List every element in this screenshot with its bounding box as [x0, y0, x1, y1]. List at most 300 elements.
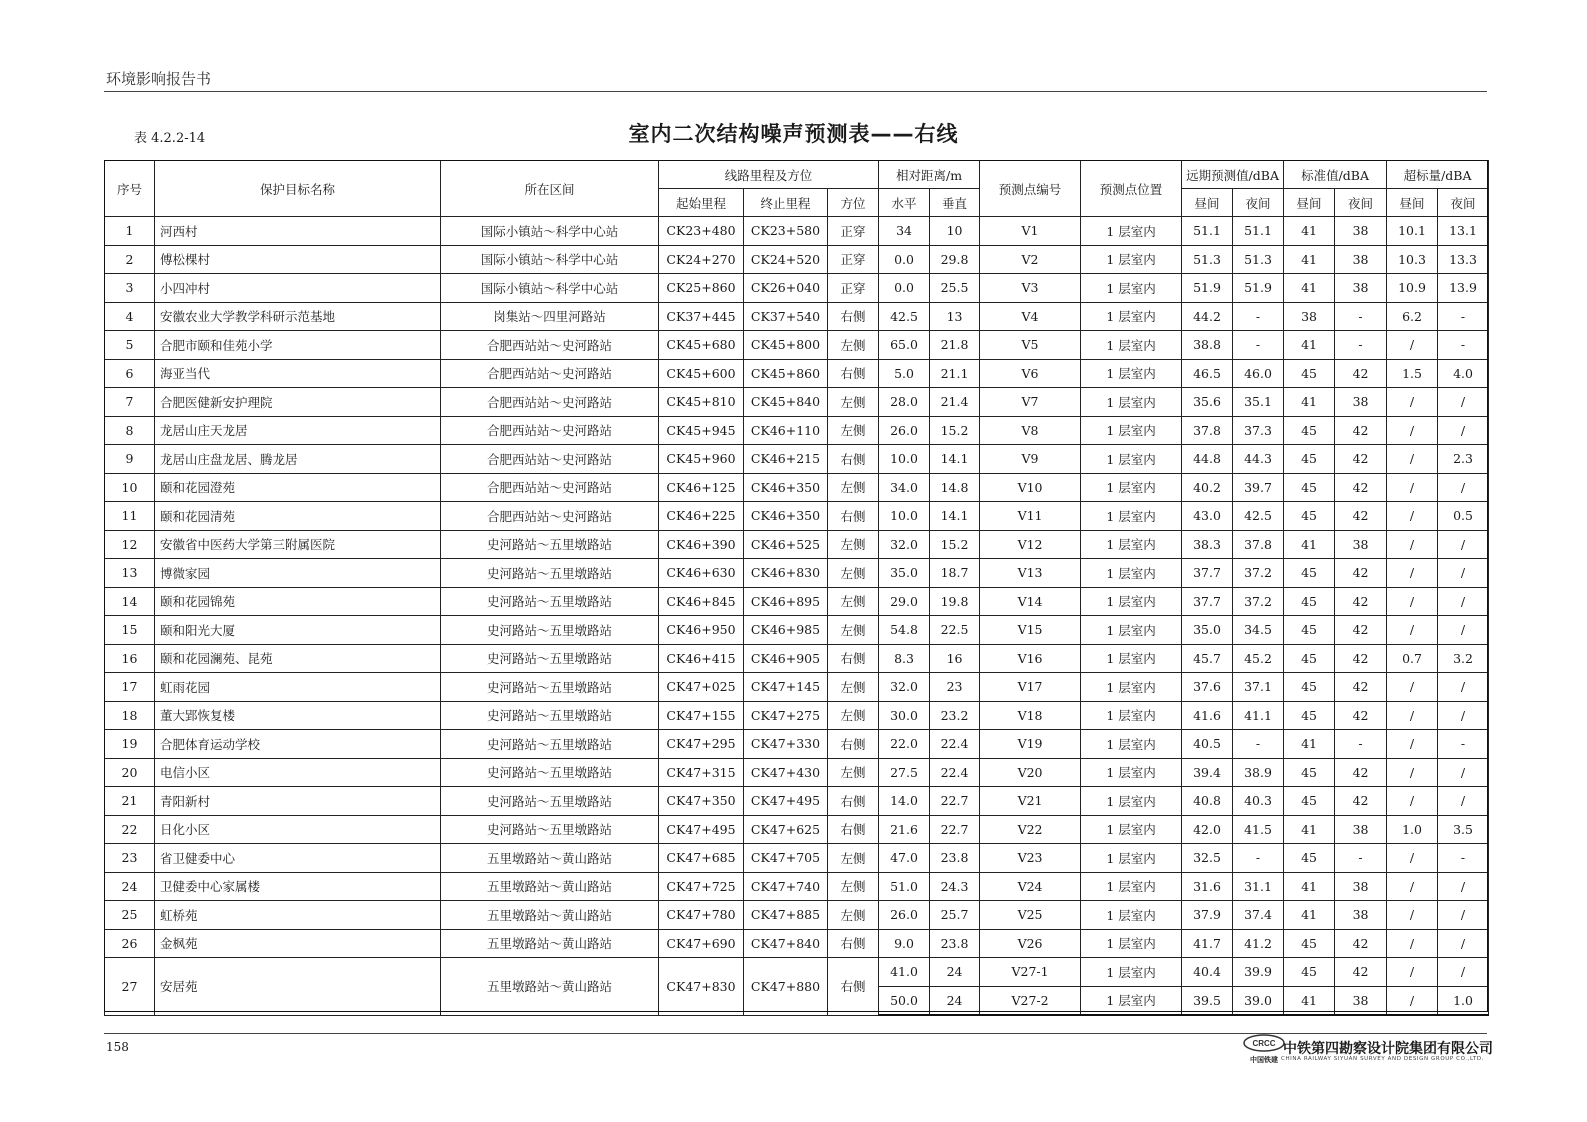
cell-section: 史河路站～五里墩路站: [441, 758, 659, 787]
cell-point-id: V24: [980, 872, 1081, 901]
cell-forecast-night: -: [1233, 844, 1284, 873]
cell-forecast-night: 37.2: [1233, 559, 1284, 588]
cell-end: CK46+110: [744, 416, 828, 445]
cell-forecast-night: 39.0: [1233, 986, 1284, 1015]
cell-standard-night: 42: [1335, 701, 1387, 730]
cell-horizontal: 34.0: [879, 473, 930, 502]
cell-standard-day: 45: [1284, 616, 1335, 645]
cell-name: 小四冲村: [155, 274, 441, 303]
cell-section: 史河路站～五里墩路站: [441, 730, 659, 759]
cell-exceed-night: 2.3: [1438, 445, 1489, 474]
cell-point-id: V3: [980, 274, 1081, 303]
cell-forecast-night: 39.7: [1233, 473, 1284, 502]
cell-end: CK23+580: [744, 217, 828, 246]
cell-section: 史河路站～五里墩路站: [441, 530, 659, 559]
table-row: [105, 530, 1489, 559]
cell-forecast-night: 37.4: [1233, 901, 1284, 930]
cell-forecast-night: 37.3: [1233, 416, 1284, 445]
cell-point-id: V12: [980, 530, 1081, 559]
cell-name: 龙居山庄天龙居: [155, 416, 441, 445]
cell-forecast-day: 37.8: [1182, 416, 1233, 445]
table-row: [105, 844, 1489, 873]
cell-seq: 15: [105, 616, 155, 645]
cell-forecast-night: 51.1: [1233, 217, 1284, 246]
cell-start: CK47+315: [659, 758, 744, 787]
cell-seq: 23: [105, 844, 155, 873]
cell-start: CK46+390: [659, 530, 744, 559]
cell-point-pos: 1 层室内: [1081, 302, 1182, 331]
cell-forecast-night: 37.8: [1233, 530, 1284, 559]
cell-section: 合肥西站站～史河路站: [441, 416, 659, 445]
cell-exceed-day: /: [1387, 587, 1438, 616]
cell-start: CK46+630: [659, 559, 744, 588]
cell-point-pos: 1 层室内: [1081, 901, 1182, 930]
cell-orientation: 右侧: [828, 815, 879, 844]
cell-point-id: V16: [980, 644, 1081, 673]
cell-name: 青阳新村: [155, 787, 441, 816]
cell-forecast-day: 41.7: [1182, 929, 1233, 958]
cell-point-id: V18: [980, 701, 1081, 730]
col-horizontal: 水平: [879, 189, 930, 217]
cell-forecast-day: 37.7: [1182, 587, 1233, 616]
col-exceed-group: 超标量/dBA: [1387, 161, 1489, 189]
cell-vertical: 21.1: [930, 359, 980, 388]
cell-horizontal: 0.0: [879, 274, 930, 303]
cell-name: 龙居山庄盘龙居、腾龙居: [155, 445, 441, 474]
cell-end: CK46+830: [744, 559, 828, 588]
cell-seq: 3: [105, 274, 155, 303]
cell-vertical: 21.4: [930, 388, 980, 417]
cell-standard-night: -: [1335, 331, 1387, 360]
company-name: 中铁第四勘察设计院集团有限公司: [1283, 1041, 1493, 1057]
cell-forecast-day: 51.9: [1182, 274, 1233, 303]
cell-standard-night: 42: [1335, 673, 1387, 702]
cell-forecast-day: 37.7: [1182, 559, 1233, 588]
table-row: [105, 758, 1489, 787]
cell-section: 史河路站～五里墩路站: [441, 587, 659, 616]
cell-exceed-day: /: [1387, 872, 1438, 901]
cell-vertical: 15.2: [930, 530, 980, 559]
cell-forecast-day: 42.0: [1182, 815, 1233, 844]
cell-start: CK46+415: [659, 644, 744, 673]
cell-exceed-night: -: [1438, 730, 1489, 759]
cell-exceed-day: /: [1387, 416, 1438, 445]
cell-section: 合肥西站站～史河路站: [441, 359, 659, 388]
table-row: [105, 787, 1489, 816]
cell-forecast-day: 40.8: [1182, 787, 1233, 816]
company-name-en: CHINA RAILWAY SIYUAN SURVEY AND DESIGN GROUP CO.,LTD.: [1281, 1056, 1485, 1062]
col-forecast-day: 昼间: [1182, 189, 1233, 217]
cell-seq: 26: [105, 929, 155, 958]
cell-standard-night: 38: [1335, 245, 1387, 274]
cell-point-pos: 1 层室内: [1081, 787, 1182, 816]
cell-vertical: 23.8: [930, 844, 980, 873]
cell-section: 五里墩路站～黄山路站: [441, 872, 659, 901]
cell-exceed-day: 0.7: [1387, 644, 1438, 673]
cell-horizontal: 28.0: [879, 388, 930, 417]
cell-name: 海亚当代: [155, 359, 441, 388]
cell-orientation: 正穿: [828, 274, 879, 303]
cell-exceed-day: /: [1387, 787, 1438, 816]
cell-orientation: 右侧: [828, 502, 879, 531]
cell-point-id: V1: [980, 217, 1081, 246]
col-target: 保护目标名称: [155, 161, 441, 217]
cell-point-pos: 1 层室内: [1081, 616, 1182, 645]
cell-standard-night: 38: [1335, 901, 1387, 930]
cell-point-pos: 1 层室内: [1081, 359, 1182, 388]
cell-standard-night: 42: [1335, 787, 1387, 816]
cell-vertical: 19.8: [930, 587, 980, 616]
cell-exceed-night: /: [1438, 473, 1489, 502]
cell-end: CK46+985: [744, 616, 828, 645]
cell-end: CK24+520: [744, 245, 828, 274]
cell-exceed-day: /: [1387, 958, 1438, 987]
cell-seq: 8: [105, 416, 155, 445]
header-divider: [104, 91, 1487, 92]
cell-section: 合肥西站站～史河路站: [441, 502, 659, 531]
cell-point-pos: 1 层室内: [1081, 559, 1182, 588]
cell-standard-day: 41: [1284, 730, 1335, 759]
cell-point-id: V5: [980, 331, 1081, 360]
table-row: [105, 502, 1489, 531]
cell-standard-day: 41: [1284, 245, 1335, 274]
cell-point-pos: 1 层室内: [1081, 416, 1182, 445]
cell-section: 合肥西站站～史河路站: [441, 331, 659, 360]
table-body: [105, 217, 1489, 1016]
cell-name: 安居苑: [155, 958, 441, 1016]
cell-name: 安徽省中医药大学第三附属医院: [155, 530, 441, 559]
cell-standard-night: 42: [1335, 445, 1387, 474]
cell-exceed-night: /: [1438, 559, 1489, 588]
cell-vertical: 23: [930, 673, 980, 702]
cell-seq: 22: [105, 815, 155, 844]
cell-point-pos: 1 层室内: [1081, 986, 1182, 1015]
cell-forecast-day: 43.0: [1182, 502, 1233, 531]
logo-subtitle: 中国铁建: [1250, 1056, 1278, 1064]
cell-forecast-day: 37.6: [1182, 673, 1233, 702]
cell-seq: 17: [105, 673, 155, 702]
cell-orientation: 左侧: [828, 331, 879, 360]
cell-horizontal: 54.8: [879, 616, 930, 645]
cell-point-id: V17: [980, 673, 1081, 702]
cell-start: CK23+480: [659, 217, 744, 246]
cell-start: CK45+960: [659, 445, 744, 474]
table-row: [105, 359, 1489, 388]
cell-section: 岗集站～四里河路站: [441, 302, 659, 331]
cell-seq: 9: [105, 445, 155, 474]
cell-standard-day: 45: [1284, 587, 1335, 616]
table-row: [105, 673, 1489, 702]
cell-exceed-day: /: [1387, 673, 1438, 702]
cell-forecast-day: 44.2: [1182, 302, 1233, 331]
table-title: 室内二次结构噪声预测表——右线: [628, 122, 959, 146]
cell-horizontal: 27.5: [879, 758, 930, 787]
cell-end: CK46+215: [744, 445, 828, 474]
col-point-pos: 预测点位置: [1081, 161, 1182, 217]
cell-point-pos: 1 层室内: [1081, 445, 1182, 474]
col-standard-night: 夜间: [1335, 189, 1387, 217]
col-exceed-night: 夜间: [1438, 189, 1489, 217]
cell-forecast-day: 41.6: [1182, 701, 1233, 730]
col-orientation: 方位: [828, 189, 879, 217]
cell-vertical: 14.1: [930, 445, 980, 474]
cell-horizontal: 41.0: [879, 958, 930, 987]
cell-name: 博微家园: [155, 559, 441, 588]
cell-standard-night: 42: [1335, 502, 1387, 531]
cell-start: CK25+860: [659, 274, 744, 303]
cell-forecast-night: -: [1233, 331, 1284, 360]
cell-standard-day: 45: [1284, 502, 1335, 531]
cell-horizontal: 29.0: [879, 587, 930, 616]
cell-section: 国际小镇站～科学中心站: [441, 245, 659, 274]
cell-standard-day: 41: [1284, 872, 1335, 901]
cell-point-id: V27-2: [980, 986, 1081, 1015]
cell-vertical: 29.8: [930, 245, 980, 274]
cell-horizontal: 30.0: [879, 701, 930, 730]
cell-forecast-day: 40.2: [1182, 473, 1233, 502]
cell-exceed-day: 10.1: [1387, 217, 1438, 246]
cell-horizontal: 35.0: [879, 559, 930, 588]
cell-forecast-day: 45.7: [1182, 644, 1233, 673]
cell-vertical: 22.4: [930, 730, 980, 759]
cell-point-id: V25: [980, 901, 1081, 930]
cell-standard-night: 38: [1335, 872, 1387, 901]
cell-horizontal: 0.0: [879, 245, 930, 274]
cell-forecast-day: 51.3: [1182, 245, 1233, 274]
cell-section: 史河路站～五里墩路站: [441, 673, 659, 702]
cell-point-pos: 1 层室内: [1081, 872, 1182, 901]
cell-exceed-night: /: [1438, 673, 1489, 702]
cell-seq: 4: [105, 302, 155, 331]
cell-horizontal: 26.0: [879, 901, 930, 930]
cell-forecast-night: 45.2: [1233, 644, 1284, 673]
cell-end: CK45+800: [744, 331, 828, 360]
cell-point-pos: 1 层室内: [1081, 217, 1182, 246]
cell-standard-day: 45: [1284, 701, 1335, 730]
cell-name: 合肥医健新安护理院: [155, 388, 441, 417]
cell-forecast-night: 42.5: [1233, 502, 1284, 531]
cell-section: 史河路站～五里墩路站: [441, 644, 659, 673]
cell-orientation: 左侧: [828, 416, 879, 445]
cell-standard-night: 42: [1335, 758, 1387, 787]
cell-forecast-day: 40.5: [1182, 730, 1233, 759]
cell-point-id: V9: [980, 445, 1081, 474]
table-row: [105, 929, 1489, 958]
cell-exceed-night: /: [1438, 587, 1489, 616]
cell-point-pos: 1 层室内: [1081, 758, 1182, 787]
cell-exceed-day: /: [1387, 445, 1438, 474]
cell-horizontal: 14.0: [879, 787, 930, 816]
cell-section: 五里墩路站～黄山路站: [441, 958, 659, 1016]
table-row: [105, 274, 1489, 303]
cell-exceed-night: 0.5: [1438, 502, 1489, 531]
col-standard-group: 标准值/dBA: [1284, 161, 1387, 189]
cell-point-pos: 1 层室内: [1081, 844, 1182, 873]
cell-horizontal: 21.6: [879, 815, 930, 844]
cell-horizontal: 8.3: [879, 644, 930, 673]
cell-start: CK45+945: [659, 416, 744, 445]
cell-exceed-night: /: [1438, 787, 1489, 816]
cell-forecast-day: 40.4: [1182, 958, 1233, 987]
cell-exceed-night: 13.9: [1438, 274, 1489, 303]
noise-prediction-table: [104, 160, 1489, 1016]
cell-start: CK47+690: [659, 929, 744, 958]
cell-standard-night: 42: [1335, 416, 1387, 445]
cell-forecast-day: 38.3: [1182, 530, 1233, 559]
cell-standard-day: 41: [1284, 388, 1335, 417]
table-row: [105, 445, 1489, 474]
cell-vertical: 24: [930, 986, 980, 1015]
cell-exceed-night: -: [1438, 302, 1489, 331]
cell-point-pos: 1 层室内: [1081, 388, 1182, 417]
cell-exceed-day: /: [1387, 473, 1438, 502]
table-row: [105, 559, 1489, 588]
cell-seq: 19: [105, 730, 155, 759]
cell-forecast-night: 51.3: [1233, 245, 1284, 274]
col-start: 起始里程: [659, 189, 744, 217]
table-row: [105, 872, 1489, 901]
cell-exceed-day: /: [1387, 844, 1438, 873]
cell-vertical: 25.7: [930, 901, 980, 930]
cell-exceed-night: 3.2: [1438, 644, 1489, 673]
cell-exceed-night: /: [1438, 416, 1489, 445]
cell-start: CK47+830: [659, 958, 744, 1016]
cell-point-id: V13: [980, 559, 1081, 588]
cell-forecast-night: 39.9: [1233, 958, 1284, 987]
cell-horizontal: 26.0: [879, 416, 930, 445]
cell-horizontal: 32.0: [879, 673, 930, 702]
cell-start: CK46+950: [659, 616, 744, 645]
cell-standard-day: 45: [1284, 559, 1335, 588]
cell-start: CK47+725: [659, 872, 744, 901]
cell-end: CK47+880: [744, 958, 828, 1016]
table-row: [105, 815, 1489, 844]
cell-orientation: 右侧: [828, 787, 879, 816]
cell-exceed-night: 13.1: [1438, 217, 1489, 246]
cell-vertical: 15.2: [930, 416, 980, 445]
cell-exceed-day: /: [1387, 530, 1438, 559]
table-row: [105, 587, 1489, 616]
cell-standard-day: 45: [1284, 844, 1335, 873]
table-row: [105, 245, 1489, 274]
cell-horizontal: 65.0: [879, 331, 930, 360]
cell-forecast-day: 31.6: [1182, 872, 1233, 901]
cell-forecast-night: 41.1: [1233, 701, 1284, 730]
cell-seq: 13: [105, 559, 155, 588]
cell-seq: 21: [105, 787, 155, 816]
cell-name: 日化小区: [155, 815, 441, 844]
cell-exceed-day: 10.3: [1387, 245, 1438, 274]
cell-vertical: 13: [930, 302, 980, 331]
cell-exceed-day: /: [1387, 730, 1438, 759]
cell-point-pos: 1 层室内: [1081, 701, 1182, 730]
cell-forecast-night: 40.3: [1233, 787, 1284, 816]
cell-exceed-night: /: [1438, 530, 1489, 559]
cell-standard-night: 38: [1335, 530, 1387, 559]
cell-exceed-night: /: [1438, 929, 1489, 958]
cell-forecast-day: 38.8: [1182, 331, 1233, 360]
cell-exceed-night: 1.0: [1438, 986, 1489, 1015]
cell-end: CK47+330: [744, 730, 828, 759]
cell-forecast-night: -: [1233, 730, 1284, 759]
cell-vertical: 24.3: [930, 872, 980, 901]
cell-start: CK24+270: [659, 245, 744, 274]
cell-exceed-night: 4.0: [1438, 359, 1489, 388]
cell-end: CK46+350: [744, 502, 828, 531]
cell-section: 五里墩路站～黄山路站: [441, 929, 659, 958]
cell-section: 史河路站～五里墩路站: [441, 559, 659, 588]
table-row: [105, 958, 1489, 987]
cell-forecast-night: -: [1233, 302, 1284, 331]
cell-point-id: V10: [980, 473, 1081, 502]
cell-orientation: 左侧: [828, 844, 879, 873]
cell-name: 安徽农业大学教学科研示范基地: [155, 302, 441, 331]
cell-section: 史河路站～五里墩路站: [441, 787, 659, 816]
cell-name: 卫健委中心家属楼: [155, 872, 441, 901]
cell-end: CK45+860: [744, 359, 828, 388]
cell-section: 五里墩路站～黄山路站: [441, 844, 659, 873]
cell-horizontal: 42.5: [879, 302, 930, 331]
cell-seq: 1: [105, 217, 155, 246]
cell-vertical: 23.2: [930, 701, 980, 730]
cell-horizontal: 5.0: [879, 359, 930, 388]
cell-start: CK47+780: [659, 901, 744, 930]
cell-seq: 6: [105, 359, 155, 388]
cell-start: CK47+495: [659, 815, 744, 844]
cell-end: CK47+275: [744, 701, 828, 730]
cell-point-id: V22: [980, 815, 1081, 844]
cell-name: 傅松棵村: [155, 245, 441, 274]
table-row: [105, 416, 1489, 445]
cell-start: CK47+155: [659, 701, 744, 730]
cell-standard-day: 45: [1284, 416, 1335, 445]
col-standard-day: 昼间: [1284, 189, 1335, 217]
cell-name: 颐和花园清苑: [155, 502, 441, 531]
cell-end: CK47+885: [744, 901, 828, 930]
cell-point-id: V8: [980, 416, 1081, 445]
cell-standard-day: 41: [1284, 986, 1335, 1015]
cell-point-id: V15: [980, 616, 1081, 645]
cell-end: CK37+540: [744, 302, 828, 331]
cell-standard-day: 41: [1284, 815, 1335, 844]
cell-forecast-night: 34.5: [1233, 616, 1284, 645]
cell-name: 金枫苑: [155, 929, 441, 958]
cell-orientation: 左侧: [828, 673, 879, 702]
cell-orientation: 右侧: [828, 644, 879, 673]
cell-seq: 2: [105, 245, 155, 274]
cell-standard-night: 42: [1335, 359, 1387, 388]
cell-exceed-night: /: [1438, 872, 1489, 901]
cell-point-id: V14: [980, 587, 1081, 616]
cell-point-pos: 1 层室内: [1081, 274, 1182, 303]
cell-standard-night: -: [1335, 844, 1387, 873]
cell-end: CK26+040: [744, 274, 828, 303]
cell-horizontal: 34: [879, 217, 930, 246]
cell-seq: 7: [105, 388, 155, 417]
cell-standard-day: 45: [1284, 787, 1335, 816]
cell-horizontal: 50.0: [879, 986, 930, 1015]
cell-forecast-day: 37.9: [1182, 901, 1233, 930]
table-number: 表 4.2.2-14: [134, 131, 206, 146]
cell-vertical: 14.1: [930, 502, 980, 531]
cell-orientation: 左侧: [828, 901, 879, 930]
cell-start: CK46+225: [659, 502, 744, 531]
cell-exceed-night: /: [1438, 616, 1489, 645]
cell-vertical: 25.5: [930, 274, 980, 303]
cell-vertical: 24: [930, 958, 980, 987]
cell-horizontal: 9.0: [879, 929, 930, 958]
cell-orientation: 左侧: [828, 616, 879, 645]
